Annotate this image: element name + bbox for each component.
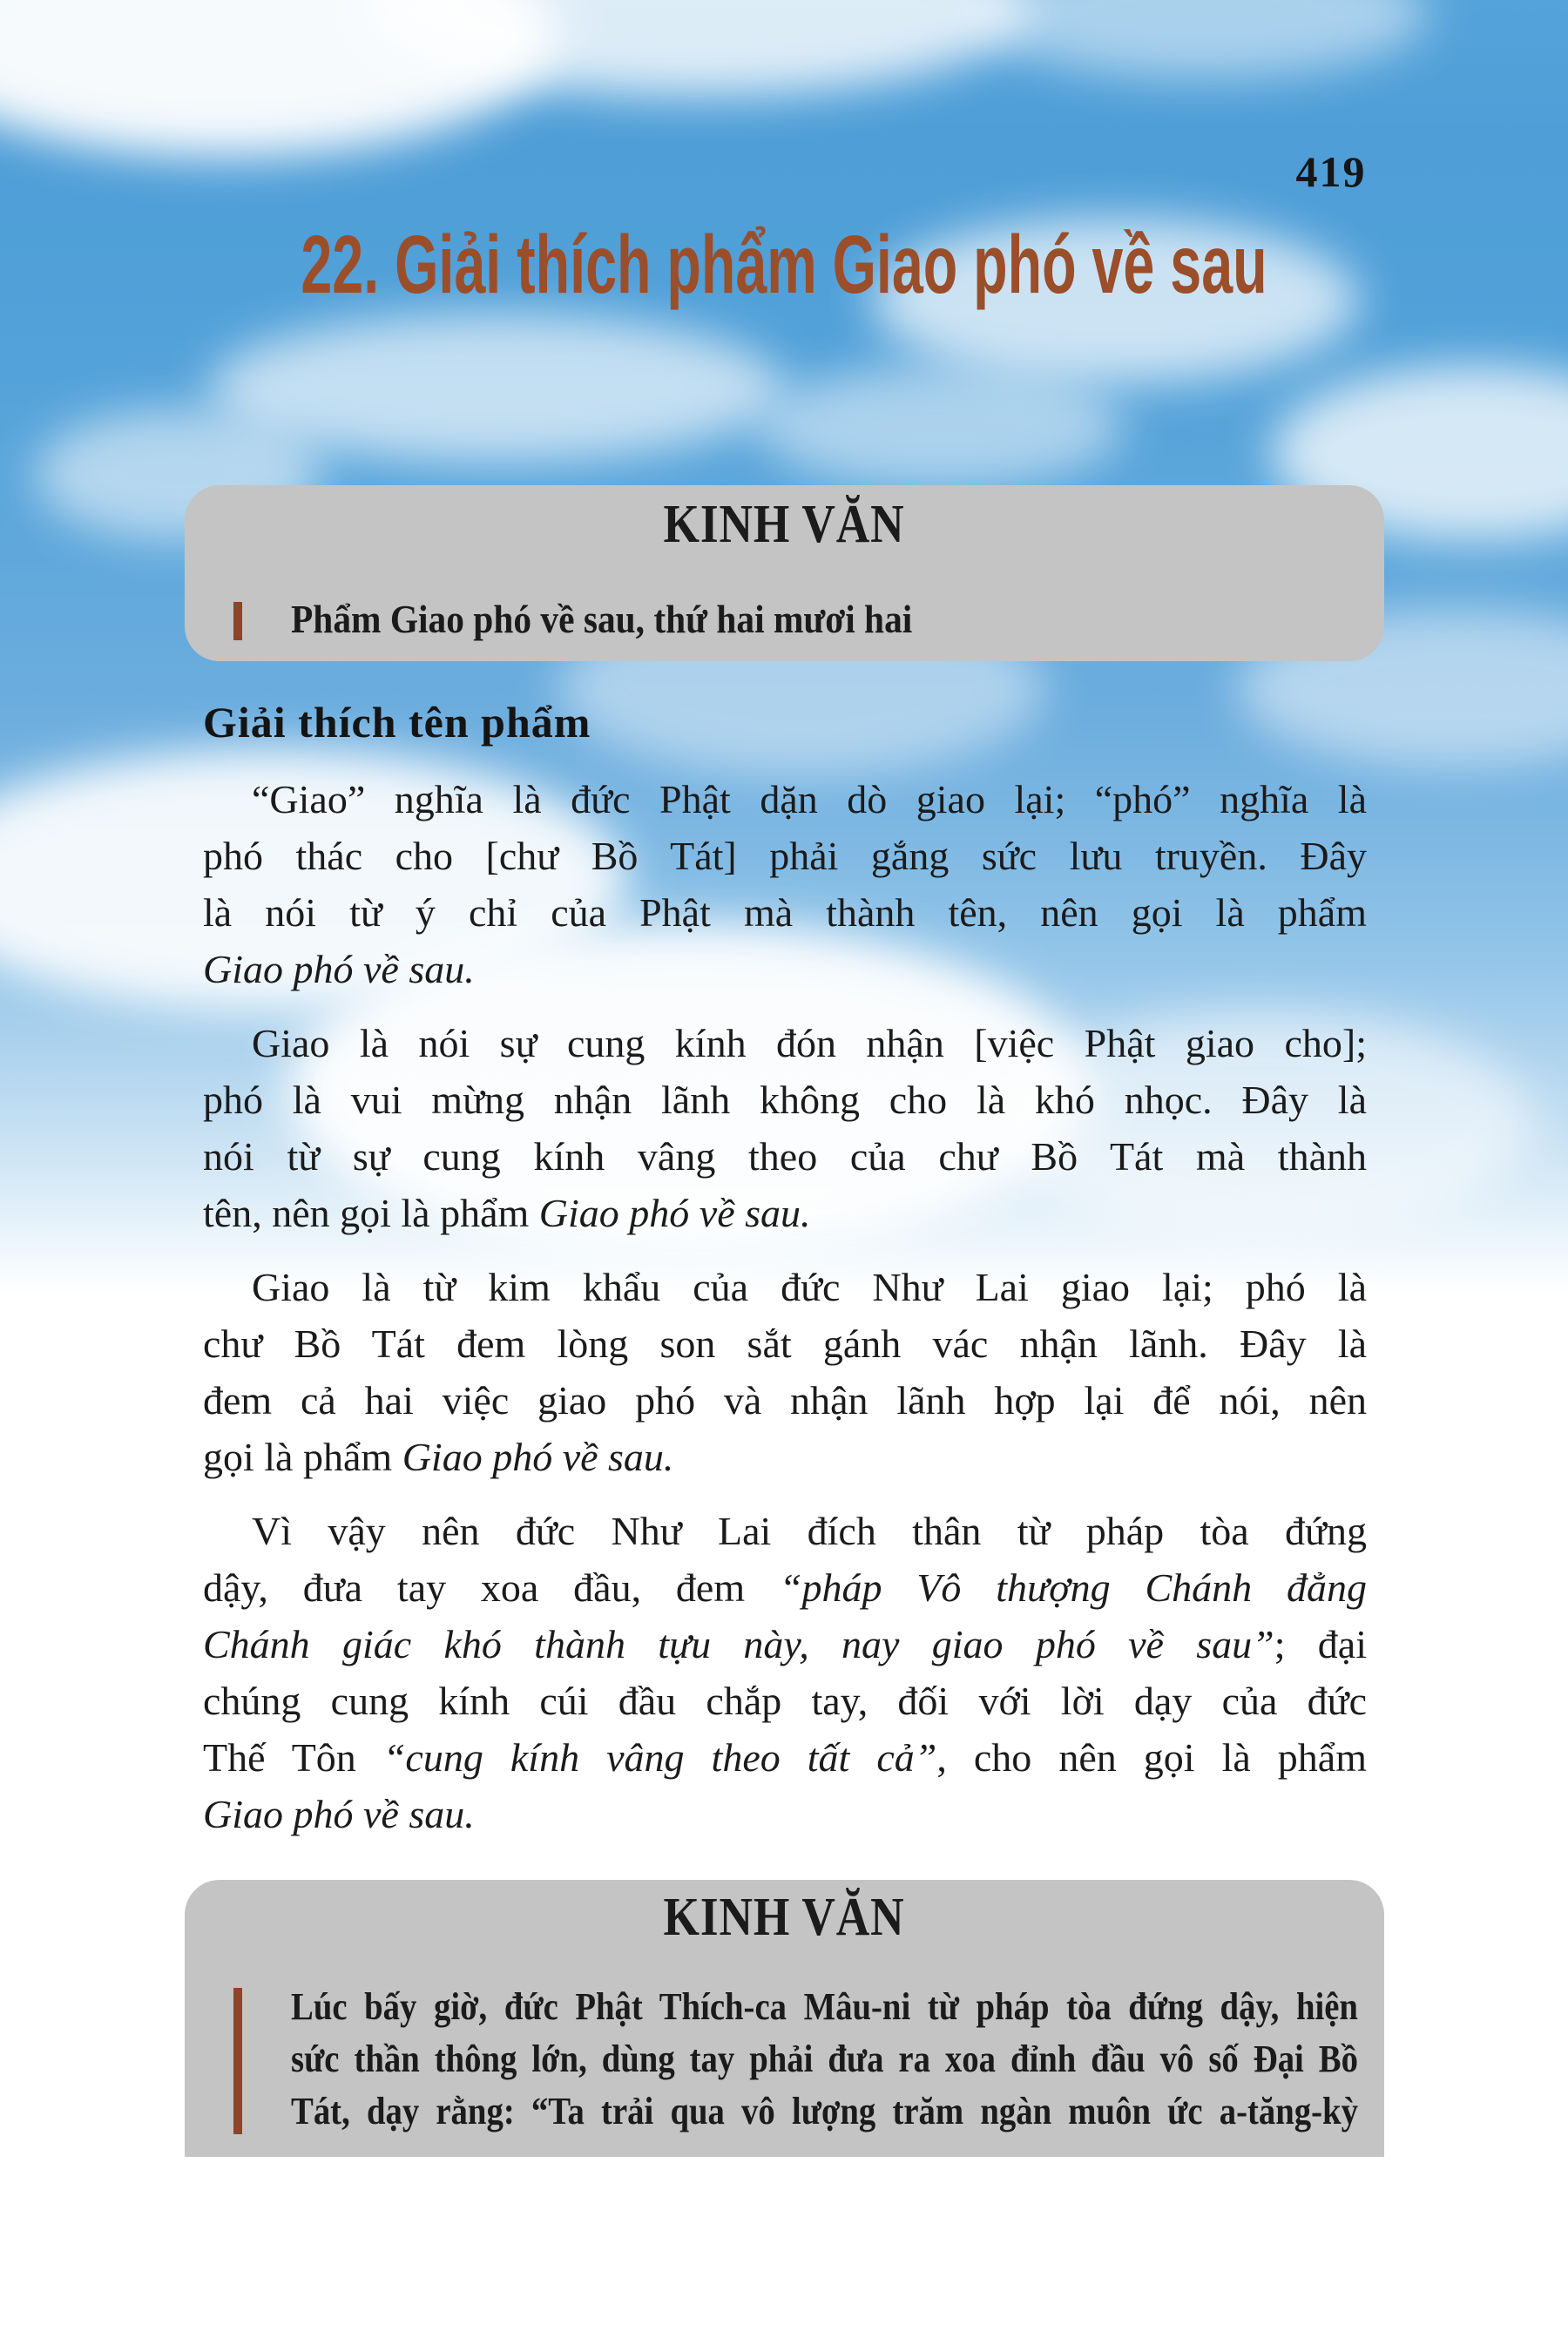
body-line: Giao phó về sau. xyxy=(203,947,475,991)
body-line: Giao là nói sự cung kính đón nhận [việc Phật giao cho]; xyxy=(252,1021,1367,1065)
kinh-van-heading: KINH VĂN xyxy=(664,495,905,554)
kinh-van-heading: KINH VĂN xyxy=(664,1888,905,1947)
body-line: là nói từ ý chỉ của Phật mà thành tên, nên gọi là phẩm xyxy=(203,890,1367,935)
quote-line: sức thần thông lớn, dùng tay phải đưa ra xoa đỉnh đầu vô số Đại Bồ xyxy=(291,2038,1358,2080)
kinh-van-box-2 xyxy=(185,1880,1384,2157)
body-line: tên, nên gọi là phẩm Giao phó về sau. xyxy=(203,1191,811,1235)
cloud-decoration xyxy=(976,0,1429,78)
quote-accent-bar xyxy=(233,1988,242,2134)
cloud-decoration xyxy=(758,366,1124,488)
section-heading: Giải thích tên phẩm xyxy=(203,698,591,747)
body-line: đem cả hai việc giao phó và nhận lãnh hợp lại để nói, nên xyxy=(203,1378,1367,1423)
body-line: phó thác cho [chư Bồ Tát] phải gắng sức lưu truyền. Đây xyxy=(203,834,1367,878)
body-line: phó là vui mừng nhận lãnh không cho là khó nhọc. Đây là xyxy=(203,1078,1367,1122)
paragraph xyxy=(203,771,1367,997)
body-line: Chánh giác khó thành tựu này, nay giao phó về sau”; đại xyxy=(203,1622,1368,1666)
body-line: Giao phó về sau. xyxy=(203,1792,475,1836)
body-line: “Giao” nghĩa là đức Phật dặn dò giao lại; “phó” nghĩa là xyxy=(252,777,1367,821)
body-line: chúng cung kính cúi đầu chắp tay, đối với lời dạy của đức xyxy=(203,1679,1367,1723)
chapter-title: 22. Giải thích phẩm Giao phó về sau xyxy=(301,219,1267,311)
body-line: nói từ sự cung kính vâng theo của chư Bồ Tát mà thành xyxy=(203,1134,1367,1179)
sutra-quote-text: Phẩm Giao phó về sau, thứ hai mươi hai xyxy=(291,597,913,641)
paragraph xyxy=(203,1503,1367,1842)
commentary-body xyxy=(203,771,1367,1842)
paragraph xyxy=(203,1015,1367,1241)
quote-line: Lúc bấy giờ, đức Phật Thích-ca Mâu-ni từ pháp tòa đứng dậy, hiện xyxy=(291,1985,1358,2028)
body-line: dậy, đưa tay xoa đầu, đem “pháp Vô thượng Chánh đẳng xyxy=(203,1565,1367,1610)
paragraph xyxy=(203,1259,1367,1485)
quote-accent-bar xyxy=(233,602,242,640)
quote-line: Tát, dạy rằng: “Ta trải qua vô lượng trăm ngàn muôn ức a-tăng-kỳ xyxy=(291,2090,1358,2132)
body-line: Giao là từ kim khẩu của đức Như Lai giao lại; phó là xyxy=(252,1265,1367,1309)
body-line: gọi là phẩm Giao phó về sau. xyxy=(203,1435,674,1479)
body-line: Thế Tôn “cung kính vâng theo tất cả”, cho nên gọi là phẩm xyxy=(203,1735,1367,1780)
page-number: 419 xyxy=(1295,147,1367,196)
body-line: chư Bồ Tát đem lòng son sắt gánh vác nhận lãnh. Đây là xyxy=(203,1321,1367,1366)
kinh-van-box-1 xyxy=(185,485,1384,661)
body-line: Vì vậy nên đức Như Lai đích thân từ pháp tòa đứng xyxy=(252,1509,1367,1553)
sutra-quote-text xyxy=(291,1981,1358,2138)
